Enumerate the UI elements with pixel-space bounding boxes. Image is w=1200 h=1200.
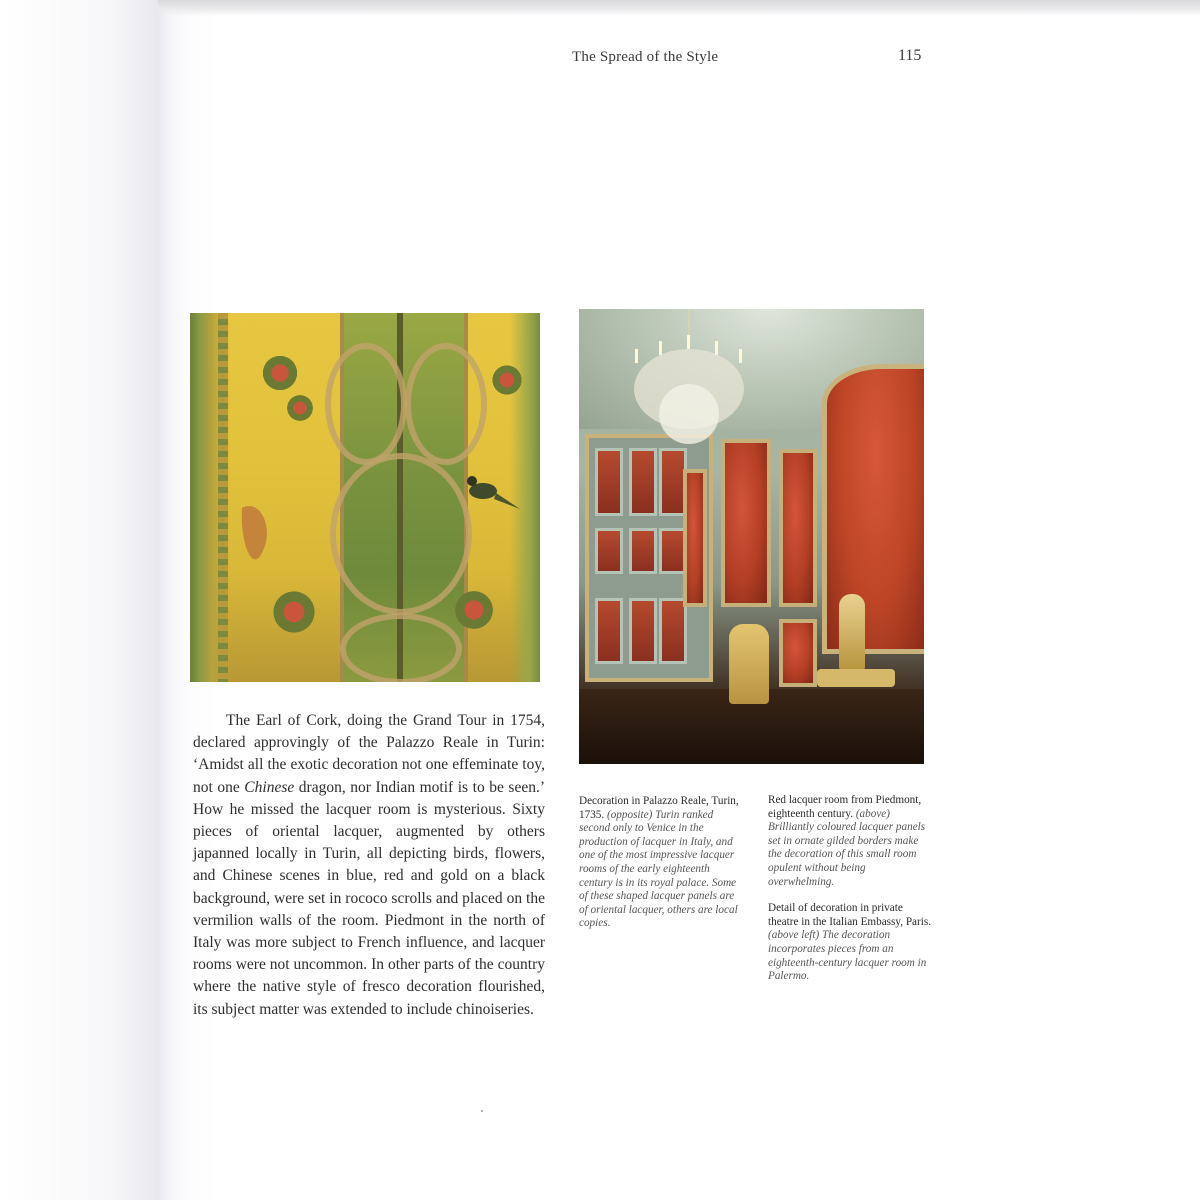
mantel-clock — [839, 594, 865, 670]
body-text-run: dragon, nor Indian motif is to be seen.’ How he missed the lacquer room is mysterious. Sixty pieces of oriental lacquer, augmented by others japanned locally in Turin, all depicting birds, flowers, and Chinese scenes in blue, red and gold on a black background, were set in rococo scrolls and placed on the vermilion walls of the room. Piedmont in the north of Italy was more subject to French influence, and lacquer rooms were not uncommon. In other parts of the country where the native style of fresco decoration flourished, its subject matter was extended to include chinoiseries. — [193, 778, 546, 1018]
door-panel — [629, 598, 657, 664]
caption-text: (above) Brilliantly coloured lacquer panels set in ornate gilded borders make the decoration of this small room opulent without being overwhelming. — [768, 807, 926, 888]
scan-top-edge — [158, 0, 1200, 16]
caption-text: (above left) The decoration incorporates pieces from an eighteenth-century lacquer room in Palermo. — [768, 929, 927, 983]
photo-red-lacquer-room — [579, 309, 924, 764]
red-lacquer-panel — [721, 439, 771, 607]
scan-speck — [481, 1110, 483, 1112]
red-lacquer-panel — [683, 469, 707, 607]
console-table — [817, 669, 895, 687]
large-red-lacquer-panel — [822, 364, 924, 654]
door-panel — [595, 598, 623, 664]
running-head: The Spread of the Style — [572, 49, 719, 65]
gilded-chair — [729, 624, 769, 704]
book-spine-margin — [0, 0, 158, 1200]
door-panel — [629, 528, 657, 574]
door-panel — [659, 598, 687, 664]
caption-red-lacquer-room — [768, 794, 933, 889]
door-panel — [595, 528, 623, 574]
red-lacquer-panel — [779, 619, 817, 687]
body-text-emphasis: Chinese — [244, 778, 295, 796]
caption-italian-embassy — [768, 902, 933, 984]
body-paragraph — [193, 710, 545, 1021]
caption-palazzo-reale — [579, 795, 744, 931]
caption-title: Detail of decoration in private theatre in the Italian Embassy, Paris. — [768, 902, 931, 928]
photo-yellow-lacquer-panels — [190, 313, 540, 682]
caption-text: (opposite) Turin ranked second only to Venice in the production of lacquer in Italy, and one of the most impressive lacquer rooms of the early eighteenth century is in its royal palace. Some of these shaped lacquer panels are of oriental lacquer, others are local copies. — [579, 808, 738, 930]
red-lacquer-panel — [779, 449, 817, 607]
body-paragraph-block — [193, 710, 545, 1021]
caption-title: Decoration in Palazzo Reale, Turin, 1735. — [579, 795, 739, 821]
body-text-run: The Earl of Cork, doing the Grand Tour in 1754, declared approvingly of the Palazzo Reale in Turin: ‘Amidst all the exotic decoration not one effeminate toy, not one — [193, 712, 545, 796]
chandelier — [619, 309, 759, 459]
caption-column-right — [768, 794, 933, 997]
bird-illustration — [190, 313, 540, 682]
page-number: 115 — [898, 47, 922, 64]
caption-title: Red lacquer room from Piedmont, eighteenth century. — [768, 794, 922, 820]
